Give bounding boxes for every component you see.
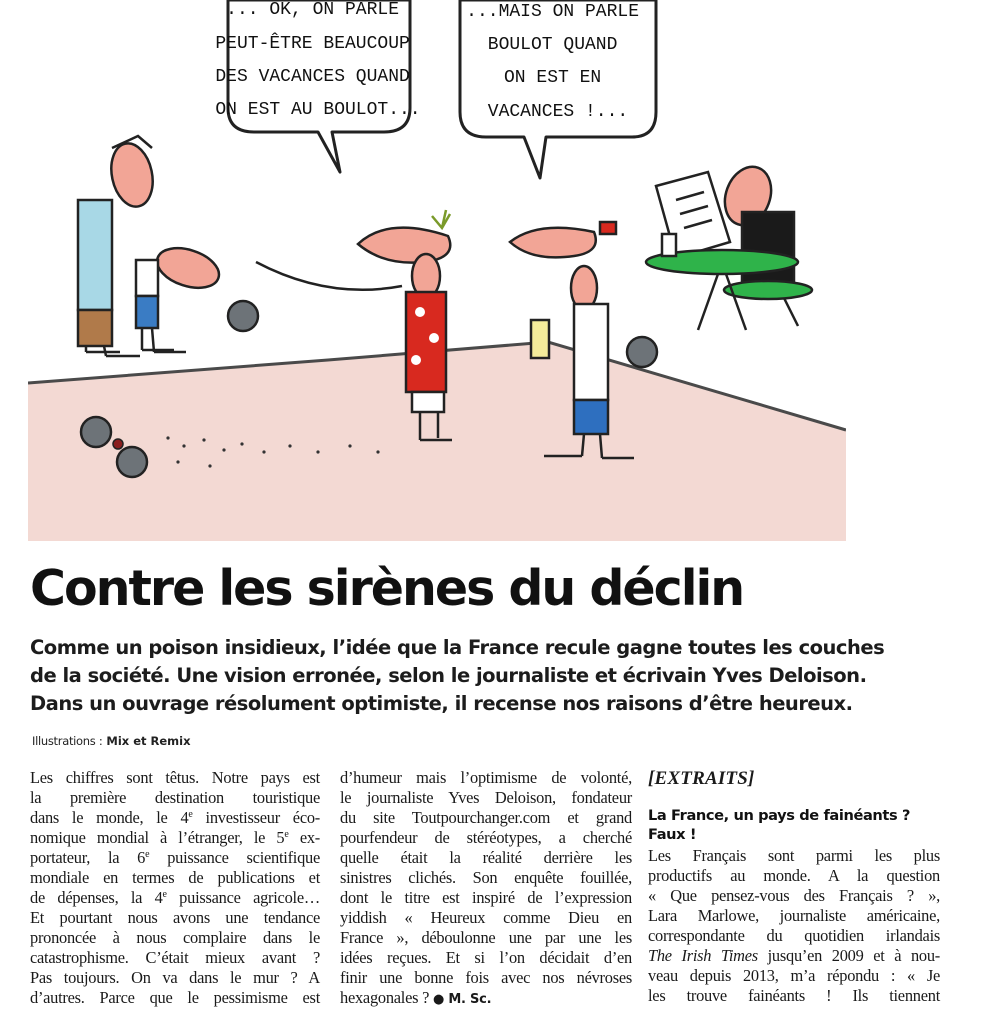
- cochonnet-icon: [113, 439, 123, 449]
- cartoon-illustration: [28, 0, 846, 541]
- text-line: productifs au monde. A la question: [648, 866, 940, 885]
- text-line: « Que pensez-vous des Français ? »,: [648, 886, 940, 905]
- text-line: correspondante du quotidien irlandais: [648, 926, 940, 945]
- text-line: quelle était la réalité derrière les: [340, 848, 632, 867]
- svg-text:... OK, ON PARLE PEUT-ÊT: ... OK, ON PARLE PEUT-ÊTRE BEAUCOUP DES VACANCES QUAND ON EST AU BOULOT...: [215, 0, 421, 120]
- article-headline: Contre les sirènes du déclin: [30, 560, 744, 617]
- boule-icon: [117, 447, 147, 477]
- text-line: dans le monde, le 4e investisseur éco-: [30, 808, 320, 827]
- text-line: Les chiffres sont têtus. Notre pays est: [30, 768, 320, 787]
- text-line: yiddish « Heureux comme Dieu en: [340, 908, 632, 927]
- boule-icon: [81, 417, 111, 447]
- text-line: prononcée à nous complaire dans le: [30, 928, 320, 947]
- text-line: du site Toutpourchanger.com et grand: [340, 808, 632, 827]
- article-column-3: [648, 768, 940, 1006]
- text-line: catastrophisme. C’était mieux avant ?: [30, 948, 320, 967]
- text-line: Et pourtant nous avons une tendance: [30, 908, 320, 927]
- text-line: pourfendeur de stéréotypes, a cherché: [340, 828, 632, 847]
- deck-line: de la société. Une vision erronée, selon le journaliste et écrivain Yves Deloison.: [30, 664, 867, 687]
- text-line: de dépenses, la 4e puissance agricole…: [30, 888, 320, 907]
- text-line: Pas toujours. On va dans le mur ? A: [30, 968, 320, 987]
- section-subhead: La France, un pays de fainéants ? Faux !: [648, 807, 911, 843]
- text-line: le journaliste Yves Deloison, fondateur: [340, 788, 632, 807]
- text-line: France », déboulonne une par une les: [340, 928, 632, 947]
- svg-text:...MAIS ON PARLE BOULOT: ...MAIS ON PARLE BOULOT QUAND ON EST EN VACANCES !...: [466, 2, 640, 122]
- text-line: sinistres clichés. Son enquête fouillée,: [340, 868, 632, 887]
- boule-icon: [228, 301, 258, 331]
- text-line: mondiale en termes de publications et: [30, 868, 320, 887]
- text-line: nomique mondial à l’étranger, le 5e ex-: [30, 828, 320, 847]
- illustration-credit: [32, 734, 191, 748]
- article-column-2: [340, 768, 632, 1008]
- credit-label: Illustrations :: [32, 734, 103, 748]
- deck-line: Dans un ouvrage résolument optimiste, il recense nos raisons d’être heureux.: [30, 692, 853, 715]
- text-line: la première destination touristique: [30, 788, 320, 807]
- text-line: d’autres. Parce que le pessimisme est: [30, 988, 320, 1007]
- text-line: Les Français sont parmi les plus: [648, 846, 940, 865]
- text-line: veau depuis 2013, m’a répondu : « Je: [648, 966, 940, 985]
- article-deck: [30, 634, 930, 718]
- deck-line: Comme un poison insidieux, l’idée que la France recule gagne toutes les couches: [30, 636, 885, 659]
- text-line: d’humeur mais l’optimisme de volonté,: [340, 768, 632, 787]
- text-line: The Irish Times jusqu’en 2009 et à nou-: [648, 946, 940, 965]
- text-line: portateur, la 6e puissance scientifique: [30, 848, 320, 867]
- text-line: finir une bonne fois avec nos névroses: [340, 968, 632, 987]
- extract-body: [648, 846, 940, 1006]
- extraits-label: [EXTRAITS]: [648, 768, 755, 789]
- newspaper-title: The Irish Times: [648, 946, 758, 965]
- article-column-1: [30, 768, 320, 1008]
- text-line: Lara Marlowe, journaliste américaine,: [648, 906, 940, 925]
- text-line: les trouve fainéants ! Ils tiennent: [648, 986, 940, 1005]
- text-line: dont le titre est inspiré de l’expression: [340, 888, 632, 907]
- author-signature: ● M. Sc.: [433, 992, 492, 1007]
- text-line: idées reçues. Et si l’on décidait d’en: [340, 948, 632, 967]
- credit-names: Mix et Remix: [106, 734, 191, 748]
- text-line: hexagonales ? ● M. Sc.: [340, 988, 492, 1007]
